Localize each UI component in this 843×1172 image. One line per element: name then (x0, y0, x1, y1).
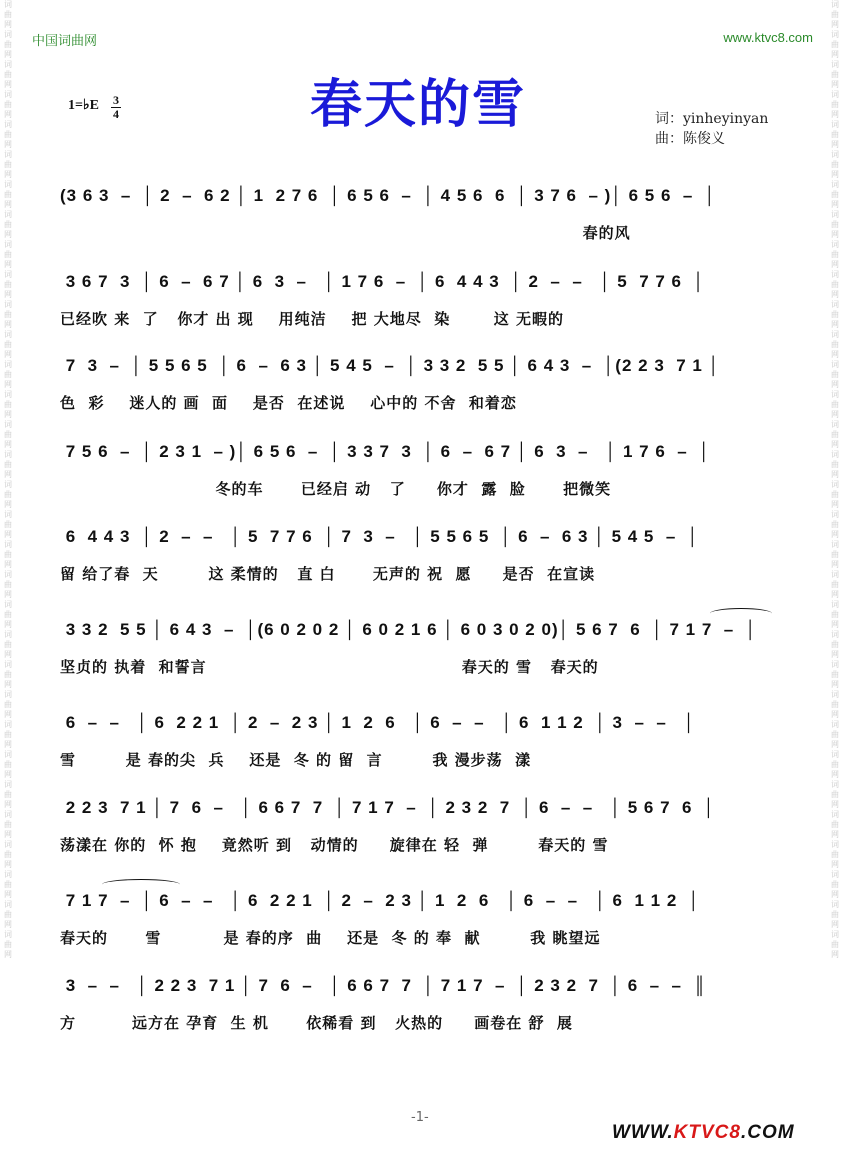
notation-line: 2 2 3 7 1 │ 7 6 – │ 6 6 7 7 │ 7 1 7 – │ 2 3 2 7 │ 6 – – │ 5 6 7 6 │ (60, 798, 716, 817)
site-logo (612, 1122, 795, 1144)
notation-line: 3 3 2 5 5 │ 6 4 3 – │(6 0 2 0 2 │ 6 0 2 1 6 │ 6 0 3 0 2 0)│ 5 6 7 6 │ 7 1 7 – │ (60, 620, 758, 639)
lyrics-line: 雪 是 春的尖 兵 还是 冬 的 留 言 我 漫步荡 漾 (60, 751, 532, 769)
time-signature (111, 94, 121, 121)
logo-prefix: WWW. (612, 1122, 674, 1143)
lyrics-line: 冬的车 已经启 动 了 你才 露 脸 把微笑 (60, 480, 612, 498)
notation-line: 6 – – │ 6 2 2 1 │ 2 – 2 3 │ 1 2 6 │ 6 – – │ 6 1 1 2 │ 3 – – │ (60, 713, 696, 732)
notation-line: 7 3 – │ 5 5 6 5 │ 6 – 6 3 │ 5 4 5 – │ 3 3 2 5 5 │ 6 4 3 – │(2 2 3 7 1 │ (60, 356, 721, 375)
notation-line: 3 6 7 3 │ 6 – 6 7 │ 6 3 – │ 1 7 6 – │ 6 4 4 3 │ 2 – – │ 5 7 7 6 │ (60, 272, 706, 291)
score-system-3 (60, 356, 780, 436)
lyrics-line: 春天的 雪 是 春的序 曲 还是 冬 的 奉 献 我 眺望远 (60, 929, 601, 947)
score-system-6 (60, 620, 780, 700)
score-system-4 (60, 442, 780, 522)
lyrics-line: 坚贞的 执着 和誓言 春天的 雪 春天的 (60, 658, 599, 676)
lyrics-line: 方 远方在 孕育 生 机 依稀看 到 火热的 画卷在 舒 展 (60, 1014, 573, 1032)
time-signature-bottom: 4 (113, 107, 119, 121)
score-system-9 (60, 891, 780, 971)
key-signature: 1=♭E (68, 98, 99, 113)
tie-mark (710, 608, 772, 619)
notation-line: 7 5 6 – │ 2 3 1 – )│ 6 5 6 – │ 3 3 7 3 │ 6 – 6 7 │ 6 3 – │ 1 7 6 – │ (60, 442, 711, 461)
lyrics-line: 荡漾在 你的 怀 抱 竟然听 到 动情的 旋律在 轻 弹 春天的 雪 (60, 836, 609, 854)
lyrics-line: 春的风 (60, 224, 631, 242)
watermark-right: 词曲网词曲网词曲网词曲网词曲网词曲网词曲网词曲网词曲网词曲网词曲网词曲网词曲网词曲网词曲网词曲网词曲网词曲网词曲网词曲网词曲网词曲网词曲网词曲网词曲网词曲网词曲网词曲网词曲网词曲网词曲网词曲网 (831, 0, 839, 959)
page-number: -1- (411, 1110, 429, 1125)
song-title: 春天的雪 (310, 75, 527, 135)
notation-line: 7 1 7 – │ 6 – – │ 6 2 2 1 │ 2 – 2 3 │ 1 2 6 │ 6 – – │ 6 1 1 2 │ (60, 891, 701, 910)
logo-main: KTVC8 (673, 1122, 741, 1143)
lyrics-line: 色 彩 迷人的 画 面 是否 在述说 心中的 不舍 和着恋 (60, 394, 517, 412)
time-signature-top: 3 (113, 93, 119, 107)
score-system-10 (60, 976, 780, 1056)
composer-credit: 曲：陈俊义 (655, 131, 725, 147)
lyricist-credit: 词：yinheyinyan (655, 111, 769, 127)
watermark-left: 词曲网词曲网词曲网词曲网词曲网词曲网词曲网词曲网词曲网词曲网词曲网词曲网词曲网词曲网词曲网词曲网词曲网词曲网词曲网词曲网词曲网词曲网词曲网词曲网词曲网词曲网词曲网词曲网词曲网词曲网词曲网词曲网 (4, 0, 12, 959)
lyrics-line: 留 给了春 天 这 柔情的 直 白 无声的 祝 愿 是否 在宣读 (60, 565, 596, 583)
logo-suffix: .COM (740, 1122, 795, 1143)
score-system-8 (60, 798, 780, 878)
notation-line: 3 – – │ 2 2 3 7 1 │ 7 6 – │ 6 6 7 7 │ 7 1 7 – │ 2 3 2 7 │ 6 – – ║ (60, 976, 707, 995)
tie-mark (102, 879, 180, 890)
score-system-1 (60, 186, 780, 266)
score-system-5 (60, 527, 780, 607)
notation-line: (3 6 3 – │ 2 – 6 2 │ 1 2 7 6 │ 6 5 6 – │ 4 5 6 6 │ 3 7 6 – )│ 6 5 6 – │ (60, 186, 717, 205)
score-system-7 (60, 713, 780, 793)
score-system-2 (60, 272, 780, 352)
lyrics-line: 已经吹 来 了 你才 出 现 用纯洁 把 大地尽 染 这 无暇的 (60, 310, 565, 328)
site-name-left: 中国词曲网 (32, 34, 98, 49)
site-url-right: www.ktvc8.com (723, 30, 813, 45)
notation-line: 6 4 4 3 │ 2 – – │ 5 7 7 6 │ 7 3 – │ 5 5 6 5 │ 6 – 6 3 │ 5 4 5 – │ (60, 527, 700, 546)
